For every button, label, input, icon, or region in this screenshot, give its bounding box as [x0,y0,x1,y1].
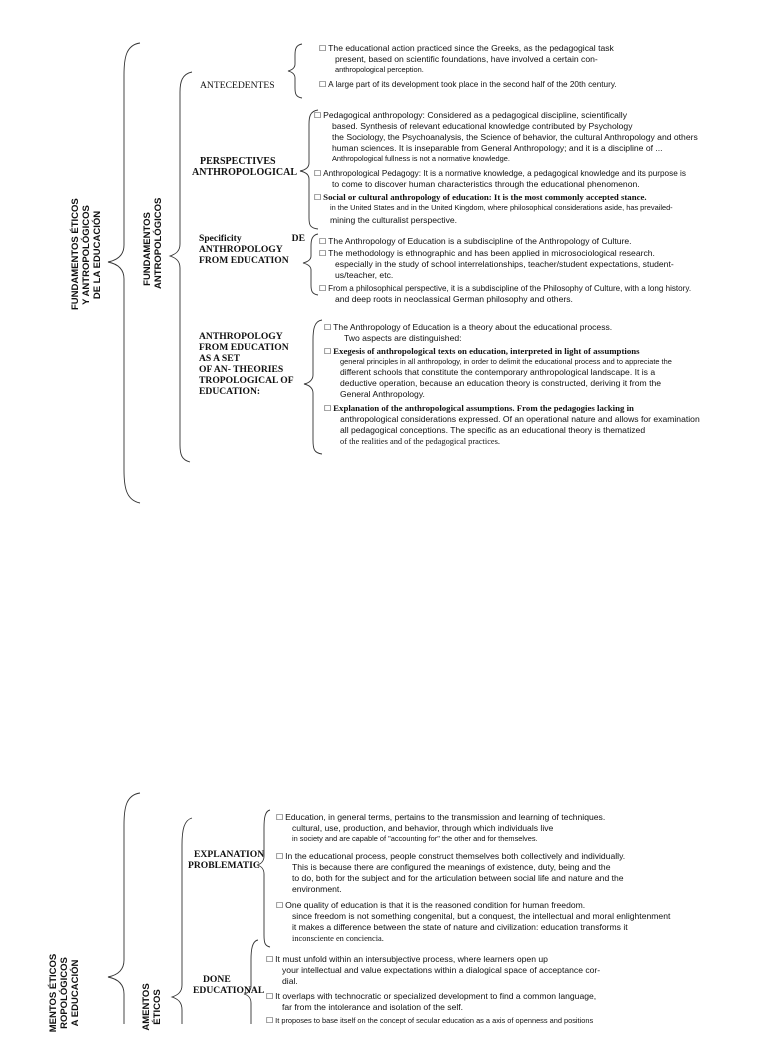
root-bracket [108,43,140,503]
text-line: This is because there are configured the meanings of existence, duty, being and the [292,862,611,872]
sub-title-line: AMENTOS [141,983,152,1031]
sub-bracket [170,72,192,462]
text-line: General Anthropology. [340,389,425,399]
text-line: far from the intolerance and isolation of the self. [282,1002,464,1012]
text-line: Anthropological fullness is not a normative knowledge. [332,154,510,163]
antecedentes-heading: ANTECEDENTES [200,80,275,91]
text-line: different schools that constitute the contemporary anthropological landscape. It is a [340,367,656,377]
text-line: Two aspects are distinguished: [344,333,462,343]
heading-line: EDUCATIONAL [193,985,265,996]
heading-line: ANTHROPOLOGICAL [192,167,298,178]
theories-item-3 [324,403,700,447]
text-line: environment. [292,884,342,894]
text-line: and deep roots in neoclassical German philosophy and others. [335,294,573,304]
sub-bracket-2 [172,818,192,1024]
text-line: Explanation of the anthropological assumptions. From the pedagogies lacking in [333,403,634,413]
checkbox-icon: ☐ [314,169,322,178]
perspectives-item-2 [314,168,686,190]
problematic-heading [188,849,265,871]
text-line: In the educational process, people construct themselves both collectively and individually. [285,851,626,861]
text-line: Social or cultural anthropology of education: It is the most commonly accepted stance. [323,192,647,202]
checkbox-icon: ☐ [276,813,284,822]
problematic-item-1 [276,812,605,844]
text-line: The methodology is ethnographic and has been applied in microsociological research. [328,248,655,258]
done-item-3 [266,1016,593,1026]
text-line: us/teacher, etc. [335,270,394,280]
checkbox-icon: ☐ [319,44,327,53]
root-title-line: A EDUCACIÓN [70,959,81,1027]
root-title-line: ROPOLÓGICOS [59,957,70,1029]
text-line: human sciences. It is inseparable from General Anthropology; and it is a discipline of ... [332,143,663,153]
sub-title [142,197,166,289]
text-line: A large part of its development took place in the second half of the 20th century. [328,80,617,89]
checkbox-icon: ☐ [319,249,327,258]
text-line: in the United States and in the United Kingdom, where philosophical considerations aside, has prevailed- [330,203,673,212]
problematic-item-3 [276,900,670,944]
text-line: deductive operation, because an education theory is constructed, deriving it from the [340,378,662,388]
text-line: all pedagogical conceptions. The specific as an educational theory is thematized [340,425,646,435]
problematic-item-2 [276,851,625,895]
root-title-line: Y ANTROPOLÓGICOS [81,205,92,305]
text-line: to come to discover human characteristics through the educational phenomenon. [332,179,640,189]
text-line: cultural, use, production, and behavior, through which individuals live [292,823,554,833]
heading-line: TROPOLOGICAL OF [199,375,294,386]
done-item-1 [266,954,600,987]
text-line: in society and are capable of "accounting for" the other and for themselves. [292,834,538,843]
heading-word: Specificity [199,233,242,244]
sub-title-line: FUNDAMENTOS [142,212,153,286]
text-line: One quality of education is that it is the reasoned condition for human freedom. [285,900,586,910]
text-line: of the realities and of the pedagogical practices. [340,437,500,446]
text-line: it makes a difference between the state of nature and civilization: education transforms it [292,922,628,932]
root-title-line: MENTOS ÉTICOS [48,953,59,1033]
problematic-bracket [257,810,270,947]
specificity-heading [199,233,305,266]
theories-item-2 [324,346,672,400]
checkbox-icon: ☐ [319,237,327,246]
done-item-2 [266,991,596,1013]
perspectives-item-1 [314,110,698,164]
heading-line: AS A SET [199,353,241,364]
sub-title-2 [141,972,165,1042]
theories-bracket [304,320,322,454]
specificity-item-1 [319,236,632,247]
checkbox-icon: ☐ [276,852,284,861]
specificity-bracket [303,234,318,295]
checkbox-icon: ☐ [319,80,327,89]
checkbox-icon: ☐ [266,955,274,964]
specificity-item-3 [319,283,691,305]
heading-line: DONE [203,974,231,985]
text-line: present, based on scientific foundations, have involved a certain con- [335,54,598,64]
heading-line: PROBLEMATIC [188,860,260,871]
root-title-2 [48,943,84,1043]
checkbox-icon: ☐ [324,404,332,413]
specificity-item-2 [319,248,674,281]
text-line: Education, in general terms, pertains to the transmission and learning of techniques. [285,812,606,822]
text-line: It proposes to base itself on the concept of secular education as a axis of openness and positions [275,1016,594,1025]
text-line: Anthropological Pedagogy: It is a normative knowledge, a pedagogical knowledge and its purpose is [323,169,686,178]
theories-heading [199,331,294,397]
text-line: anthropological considerations expressed. Of an operational nature and allows for examination [340,414,700,424]
perspectives-heading [192,156,298,178]
text-line: especially in the study of school interrelationships, teacher/student expectations, student- [335,259,674,269]
antecedentes-item-1 [319,43,614,75]
antecedentes-bracket [288,44,302,98]
text-line: to do, both for the subject and for the articulation between social life and nature and the [292,873,624,883]
text-line: The educational action practiced since the Greeks, as the pedagogical task [328,43,614,53]
text-line: Pedagogical anthropology: Considered as a pedagogical discipline, scientifically [323,110,628,120]
heading-line: ANTHROPOLOGY [199,331,283,342]
text-line: your intellectual and value expectations within a dialogical space of acceptance cor- [282,965,601,975]
heading-line: ANTHROPOLOGY [199,244,283,255]
text-line: The Anthropology of Education is a subdiscipline of the Anthropology of Culture. [328,236,632,246]
text-line: inconsciente en conciencia. [292,934,384,943]
checkbox-icon: ☐ [314,111,322,120]
heading-line: EDUCATION: [199,386,261,397]
text-line: Exegesis of anthropological texts on education, interpreted in light of assumptions [333,346,640,356]
heading-line: OF AN- THEORIES [199,364,284,375]
text-line: since freedom is not something congenital, but a conquest, the intellectual and moral enlightenment [292,911,671,921]
heading-line: FROM EDUCATION [199,255,289,266]
checkbox-icon: ☐ [276,901,284,910]
text-line: It overlaps with technocratic or specialized development to find a common language, [275,991,597,1001]
sub-title-line: ANTROPOLÓGICOS [153,197,164,289]
root-title-line: FUNDAMENTOS ÉTICOS [70,198,81,310]
root-title-line: DE LA EDUCACIÓN [92,210,103,300]
root-bracket-2 [108,793,140,1024]
antecedentes-item-2 [319,79,617,90]
theories-item-1 [324,322,612,344]
heading-line: FROM EDUCATION [199,342,289,353]
checkbox-icon: ☐ [324,323,332,332]
text-line: anthropological perception. [335,65,424,74]
text-line: It must unfold within an intersubjective process, where learners open up [275,954,548,964]
text-line: the Sociology, the Psychoanalysis, the Science of behavior, the cultural Anthropology and others [332,132,698,142]
checkbox-icon: ☐ [319,284,327,293]
perspectives-item-3 [314,192,673,226]
checkbox-icon: ☐ [324,347,332,356]
checkbox-icon: ☐ [266,992,274,1001]
checkbox-icon: ☐ [314,193,322,202]
text-line: dial. [282,976,298,986]
text-line: From a philosophical perspective, it is a subdiscipline of the Philosophy of Culture, with a long history. [328,284,692,293]
text-line: mining the culturalist perspective. [330,215,458,225]
sub-title-line: ÉTICOS [152,989,163,1025]
text-line: general principles in all anthropology, in order to delimit the educational process and to appreciate the [340,357,672,366]
done-heading [193,974,264,996]
checkbox-icon: ☐ [266,1016,274,1025]
heading-word: DE [291,233,305,244]
root-title [70,200,106,310]
text-line: The Anthropology of Education is a theory about the educational process. [333,322,613,332]
heading-line: EXPLANATION [194,849,265,860]
heading-line: PERSPECTIVES [200,156,276,167]
text-line: based. Synthesis of relevant educational knowledge contributed by Psychology [332,121,633,131]
